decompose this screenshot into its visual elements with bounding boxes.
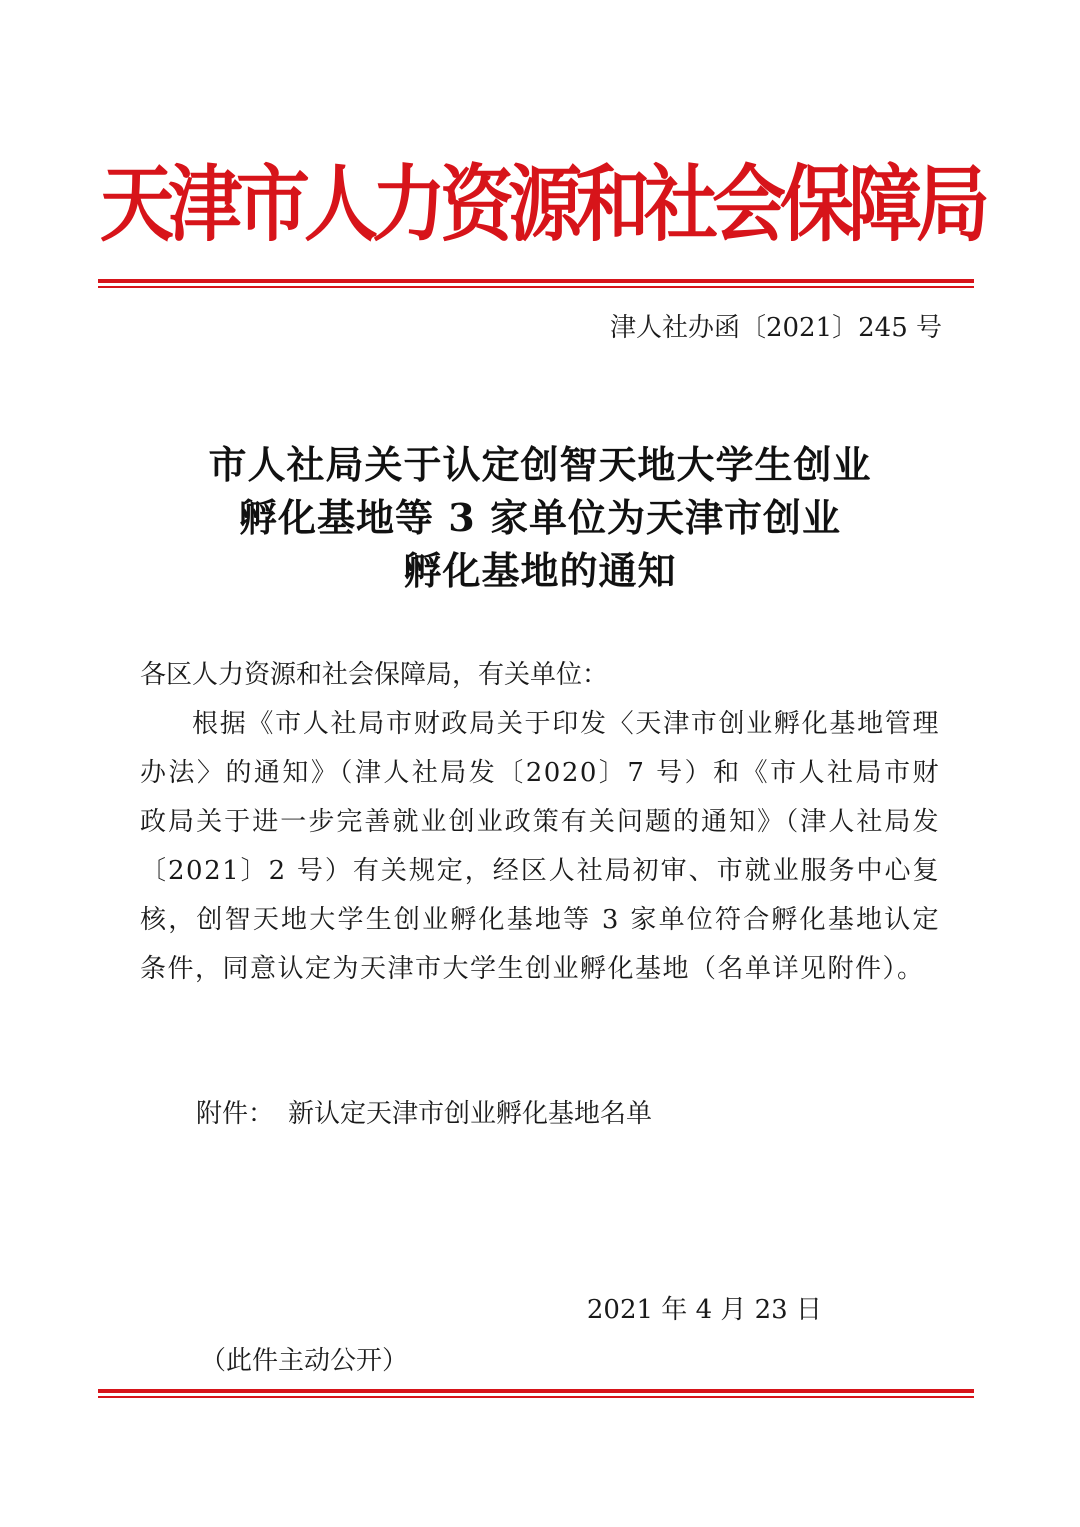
attachment-label: 附件： (196, 1099, 275, 1129)
red-rule-thick (98, 279, 974, 283)
red-rule-thick (98, 1389, 974, 1393)
masthead-red-rule (98, 279, 974, 288)
document-number: 津人社办函〔2021〕245 号 (609, 313, 942, 343)
disclosure-note: （此件主动公开） (200, 1346, 409, 1376)
title-line-3: 孵化基地的通知 (403, 548, 677, 593)
document-title (110, 438, 970, 597)
red-rule-thin (98, 1396, 974, 1398)
issuer-masthead: 天津市人力资源和社会保障局 (100, 156, 984, 254)
body-paragraph: 根据《市人社局市财政局关于印发〈天津市创业孵化基地管理办法〉的通知》（津人社局发〔2020〕7 号）和《市人社局市财政局关于进一步完善就业创业政策有关问题的通知》（津人社局发〔2021〕2 号）有关规定，经区人社局初审、市就业服务中心复核，创智天地大学生创业孵化基地等 3 家单位符合孵化基地认定条件，同意认定为天津市大学生创业孵化基地（名单详见附件）。 (140, 709, 940, 984)
title-line-1: 市人社局关于认定创智天地大学生创业 (208, 442, 872, 487)
title-line-2: 孵化基地等 3 家单位为天津市创业 (239, 495, 841, 540)
attachment-name: 新认定天津市创业孵化基地名单 (288, 1099, 653, 1129)
attachment-line (196, 1094, 652, 1134)
footer-red-rule (98, 1389, 974, 1398)
salutation: 各区人力资源和社会保障局，有关单位： (140, 660, 609, 690)
red-rule-thin (98, 286, 974, 288)
issue-date: 2021 年 4 月 23 日 (586, 1295, 822, 1325)
